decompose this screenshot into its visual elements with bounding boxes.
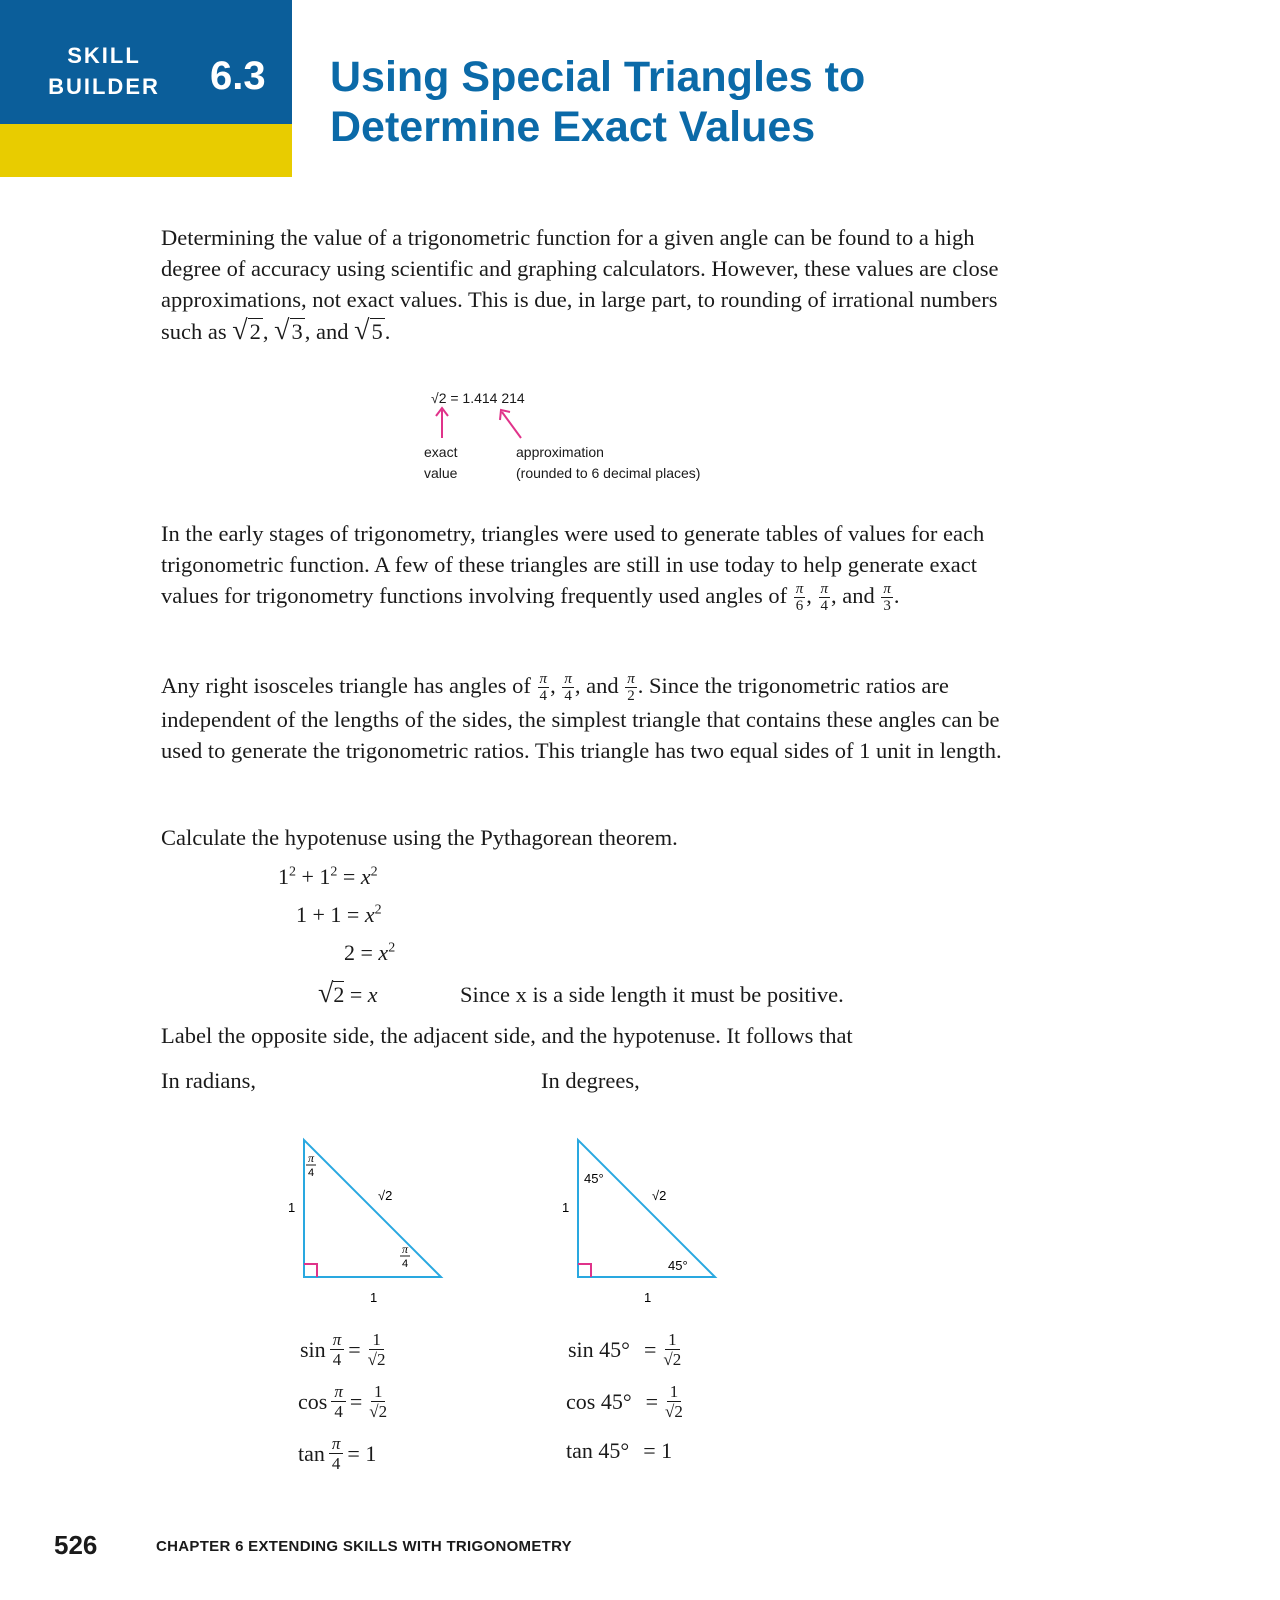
svg-text:√2: √2: [652, 1188, 667, 1203]
paragraph-pythagorean: Calculate the hypotenuse using the Pythagorean theorem.: [161, 825, 678, 850]
svg-text:45°: 45°: [668, 1258, 688, 1273]
svg-text:1: 1: [644, 1290, 652, 1305]
sin-pi-over-4: sin $\frac{\pi}{4}$ = $\frac{1}{√2}$: [300, 1330, 386, 1369]
callout-exact-label: exact value: [424, 444, 458, 481]
column-radians-label: In radians,: [161, 1068, 256, 1093]
svg-text:1: 1: [562, 1200, 570, 1215]
section-number: 6.3: [210, 54, 266, 98]
paragraph-early-stages: In the early stages of trigonometry, triangles were used to generate tables of values for each trigonometric function. A few of these triangles are still in use today to help generate exact values for trigonometry functions involving frequently used angles of $\frac{\pi}{6}$ , $\frac{\pi}{4}$ , and $\frac{\pi}{3}$ .: [161, 521, 985, 615]
tan-pi-over-4: tan $\frac{\pi}{4}$ = 1: [298, 1434, 377, 1473]
triangle-radians: [270, 1130, 470, 1310]
svg-text:π: π: [401, 1242, 409, 1256]
skill-builder-label: SKILL BUILDER: [48, 43, 160, 99]
svg-text:π: π: [307, 1151, 315, 1165]
svg-text:45°: 45°: [584, 1171, 604, 1186]
equation-line-3: $2 = x^2$: [344, 940, 396, 965]
callout-arrows: [420, 404, 550, 440]
svg-text:1: 1: [370, 1290, 378, 1305]
svg-text:4: 4: [401, 1258, 409, 1270]
equation-note: Since x is a side length it must be positive.: [460, 982, 844, 1007]
equation-line-4: √2 = x: [318, 978, 378, 1009]
cos-45-degrees: cos 45° = $\frac{1}{√2}$: [566, 1382, 683, 1421]
svg-text:√2: √2: [378, 1188, 393, 1203]
chapter-running-head: CHAPTER 6 EXTENDING SKILLS WITH TRIGONOMETRY: [156, 1538, 572, 1555]
equation-line-2: $1 + 1 = x^2$: [296, 902, 382, 927]
cos-pi-over-4: cos $\frac{\pi}{4}$ = $\frac{1}{√2}$: [298, 1382, 388, 1421]
triangle-degrees: [544, 1130, 744, 1310]
header-band-yellow: [0, 124, 292, 177]
sin-45-degrees: sin 45° = $\frac{1}{√2}$: [568, 1330, 682, 1369]
intro-paragraph: Determining the value of a trigonometric function for a given angle can be found to a high degree of accuracy using scientific and graphing calculators. However, these values are close approximations, not exact values. This is due, in large part, to rounding of irrational numbers such as √2, √3, and √5.: [161, 225, 999, 346]
page-number: 526: [54, 1530, 98, 1560]
callout-approx-label: approximation (rounded to 6 decimal places): [516, 444, 701, 481]
paragraph-label-sides: Label the opposite side, the adjacent side, and the hypotenuse. It follows that: [161, 1023, 853, 1048]
svg-text:4: 4: [307, 1167, 315, 1179]
svg-text:1: 1: [288, 1200, 296, 1215]
callout-value: √2 = 1.414 214: [431, 390, 525, 406]
page-title: Using Special Triangles to Determine Exact Values: [330, 53, 866, 151]
tan-45-degrees: tan 45° = 1: [566, 1438, 673, 1463]
equation-line-1: $1^2 + 1^2 = x^2$: [278, 864, 378, 889]
column-degrees-label: In degrees,: [541, 1068, 640, 1093]
paragraph-isosceles: Any right isosceles triangle has angles of $\frac{\pi}{4}$ , $\frac{\pi}{4}$ , and $\frac{\pi}{2}$ . Since the trigonometric ratios are independent of the lengths of the sides, the simplest triangle that contains these angles can be used to generate the trigonometric ratios. This triangle has two equal sides of 1 unit in length.: [161, 671, 1002, 764]
